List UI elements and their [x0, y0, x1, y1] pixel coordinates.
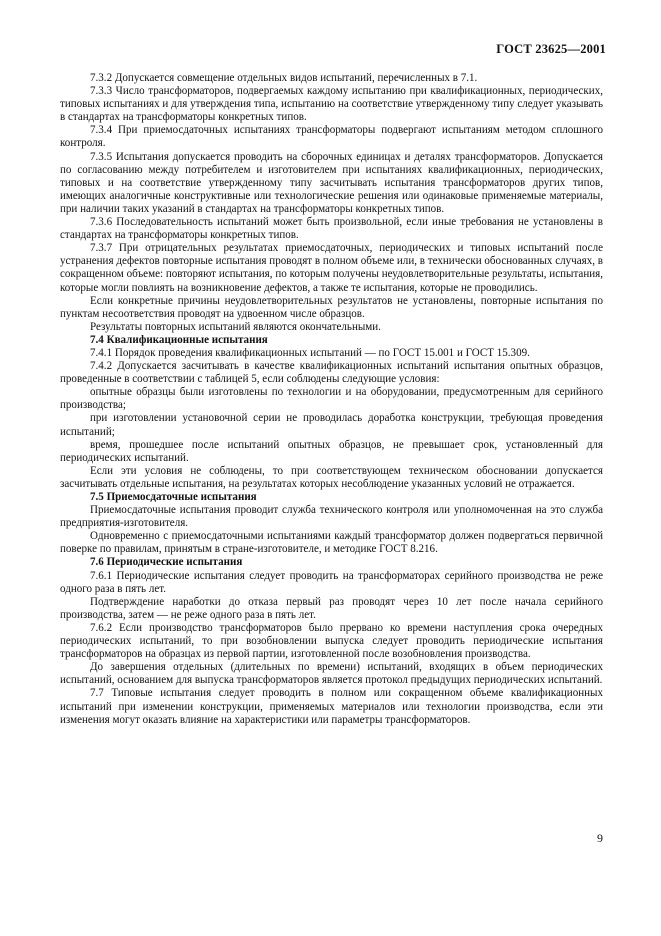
- paragraph-conditions-not-met: Если эти условия не соблюдены, то при соответствующем техническом обосновании допускается засчитывать отдельные испытания, на результатах которых несоблюдение указанных условий не отражается.: [60, 464, 603, 490]
- paragraph-primary-verification: Одновременно с приемосдаточными испытаниями каждый трансформатор должен подвергаться первичной поверке по правилам, принятым в стране-изготовителе, и методике ГОСТ 8.216.: [60, 530, 603, 556]
- paragraph-7-6-1: 7.6.1 Периодические испытания следует проводить на трансформаторах серийного производства не реже одного раза в пять лет.: [60, 569, 603, 595]
- section-heading-7-6: 7.6 Периодические испытания: [90, 556, 243, 569]
- paragraph-7-7: 7.7 Типовые испытания следует проводить в полном или сокращенном объеме квалификационных испытаний при изменении конструкции, применяемых материалов или технологии производства, если эти изменения могут оказать влияние на характеристики или параметры трансформаторов.: [60, 687, 603, 726]
- document-body: [60, 72, 603, 727]
- paragraph-final-results: Результаты повторных испытаний являются окончательными.: [90, 320, 381, 333]
- paragraph-7-3-6: 7.3.6 Последовательность испытаний может быть произвольной, если иные требования не установлены в стандартах на трансформаторы конкретных типов.: [60, 216, 603, 242]
- paragraph-7-3-3: 7.3.3 Число трансформаторов, подвергаемых каждому испытанию при квалификационных, периодических, типовых испытаниях и для утверждения типа, испытанию на соответствие утвержденному типу следует указывать в стандартах на трансформаторы конкретных типов.: [60, 85, 603, 124]
- paragraph-7-3-7: 7.3.7 При отрицательных результатах приемосдаточных, периодических и типовых испытаний после устранения дефектов повторные испытания проводят в полном объеме или, в технически обоснованных случаях, в сокращенном объеме: повторяют испытания, по которым получены неудовлетворительные результаты, испытания, которые могли повлиять на возникновение дефектов, а также те испытания, которые не проводились.: [60, 242, 603, 294]
- paragraph-repeat-tests: Если конкретные причины неудовлетворительных результатов не установлены, повторные испытания по пунктам несоответствия проводят на удвоенном числе образцов.: [60, 294, 603, 320]
- section-heading-7-4: 7.4 Квалификационные испытания: [90, 333, 268, 346]
- paragraph-7-6-2: 7.6.2 Если производство трансформаторов было прервано ко времени наступления срока очередных периодических испытаний, то при возобновлении выпуска следует проводить периодические испытания трансформаторов на образцах из первой партии, изготовленной после возобновления производства.: [60, 621, 603, 661]
- paragraph-condition-1: опытные образцы были изготовлены по технологии и на оборудовании, предусмотренным для серийного производства;: [60, 386, 603, 412]
- paragraph-acceptance-service: Приемосдаточные испытания проводит служба технического контроля или уполномоченная на это служба предприятия-изготовителя.: [60, 504, 603, 530]
- standard-header: ГОСТ 23625—2001: [496, 42, 606, 56]
- paragraph-7-4-2: 7.4.2 Допускается засчитывать в качестве квалификационных испытаний испытания опытных образцов, проведенные в соответствии с таблицей 5, если соблюдены следующие условия:: [60, 360, 603, 386]
- paragraph-7-3-4: 7.3.4 При приемосдаточных испытаниях трансформаторы подвергают испытаниям методом сплошного контроля.: [60, 124, 603, 150]
- paragraph-condition-2: при изготовлении установочной серии не проводилась доработка конструкции, требующая проведения испытаний;: [60, 412, 603, 438]
- paragraph-7-4-1: 7.4.1 Порядок проведения квалификационных испытаний — по ГОСТ 15.001 и ГОСТ 15.309.: [90, 346, 530, 359]
- page-number: 9: [597, 831, 603, 845]
- paragraph-mtbf-confirmation: Подтверждение наработки до отказа первый раз проводят через 10 лет после начала серийного производства, затем — не реже одного раза в пять лет.: [60, 595, 603, 621]
- paragraph-7-3-2: 7.3.2 Допускается совмещение отдельных видов испытаний, перечисленных в 7.1.: [90, 72, 478, 84]
- section-heading-7-5: 7.5 Приемосдаточные испытания: [90, 491, 257, 503]
- paragraph-condition-3: время, прошедшее после испытаний опытных образцов, не превышает срок, установленный для периодических испытаний.: [60, 438, 603, 464]
- paragraph-7-3-5: 7.3.5 Испытания допускается проводить на сборочных единицах и деталях трансформаторов. Допускается по согласованию между потребителем и изготовителем при испытаниях квалификационных, периодических, типовых и на соответствие утвержденному типу засчитывать испытания трансформаторов других типов, имеющих аналогичные конструктивные или технологические решения или одинаковые применяемые материалы, при наличии таких указаний в стандартах на трансформаторы конкретных типов.: [60, 150, 603, 215]
- paragraph-long-tests: До завершения отдельных (длительных по времени) испытаний, входящих в объем периодических испытаний, основанием для выпуска трансформаторов является протокол предыдущих периодических испытаний.: [60, 661, 603, 687]
